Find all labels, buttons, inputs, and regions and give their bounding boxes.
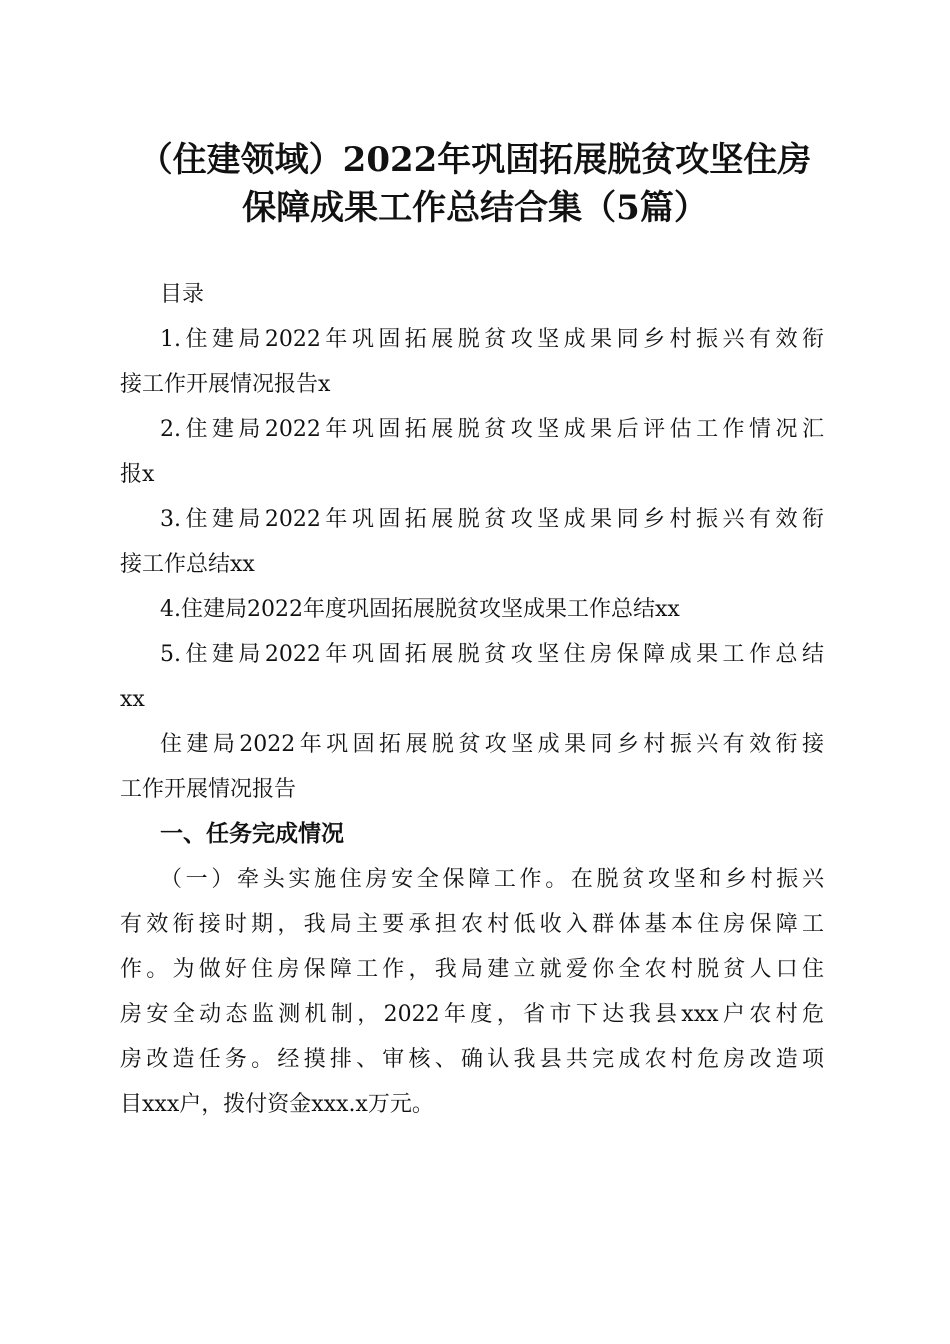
paragraph-1-line-3: 作。为做好住房保障工作，我局建立就爱你全农村脱贫人口住 — [120, 957, 824, 982]
toc-item-2-line-2[interactable]: 报x — [120, 462, 155, 487]
document-body — [120, 272, 824, 1127]
paragraph-1 — [120, 857, 824, 1127]
article-title-line-2: 工作开展情况报告 — [120, 777, 297, 802]
article-title-line-1: 住建局2022年巩固拓展脱贫攻坚成果同乡村振兴有效衔接 — [160, 732, 824, 757]
toc-item-1-line-1[interactable]: 1.住建局2022年巩固拓展脱贫攻坚成果同乡村振兴有效衔 — [160, 327, 824, 352]
toc-item-5-line-1[interactable]: 5.住建局2022年巩固拓展脱贫攻坚住房保障成果工作总结 — [160, 642, 824, 667]
toc-label: 目录 — [160, 282, 205, 307]
toc-item-3-line-1[interactable]: 3.住建局2022年巩固拓展脱贫攻坚成果同乡村振兴有效衔 — [160, 507, 824, 532]
toc-item-2-line-1[interactable]: 2.住建局2022年巩固拓展脱贫攻坚成果后评估工作情况汇 — [160, 417, 824, 442]
section-heading-1: 一、任务完成情况 — [160, 821, 344, 847]
toc-item-3-line-2[interactable]: 接工作总结xx — [120, 552, 255, 577]
toc-list — [120, 317, 824, 722]
toc-item-4-line-1[interactable]: 4.住建局2022年度巩固拓展脱贫攻坚成果工作总结xx — [160, 597, 680, 622]
toc-item-5-line-2[interactable]: xx — [120, 687, 145, 712]
paragraph-1-line-6: 目xxx户，拨付资金xxx.x万元。 — [120, 1092, 434, 1117]
paragraph-1-line-2: 有效衔接时期，我局主要承担农村低收入群体基本住房保障工 — [120, 912, 824, 937]
paragraph-1-line-4: 房安全动态监测机制，2022年度，省市下达我县xxx户农村危 — [120, 1002, 824, 1027]
paragraph-1-line-1: （一）牵头实施住房安全保障工作。在脱贫攻坚和乡村振兴 — [160, 867, 824, 892]
paragraph-1-line-5: 房改造任务。经摸排、审核、确认我县共完成农村危房改造项 — [120, 1047, 824, 1072]
document-title-line-1: （住建领域）2022年巩固拓展脱贫攻坚住房 — [138, 140, 812, 180]
document-title-line-2: 保障成果工作总结合集（5篇） — [242, 188, 708, 228]
toc-item-1-line-2[interactable]: 接工作开展情况报告x — [120, 372, 331, 397]
